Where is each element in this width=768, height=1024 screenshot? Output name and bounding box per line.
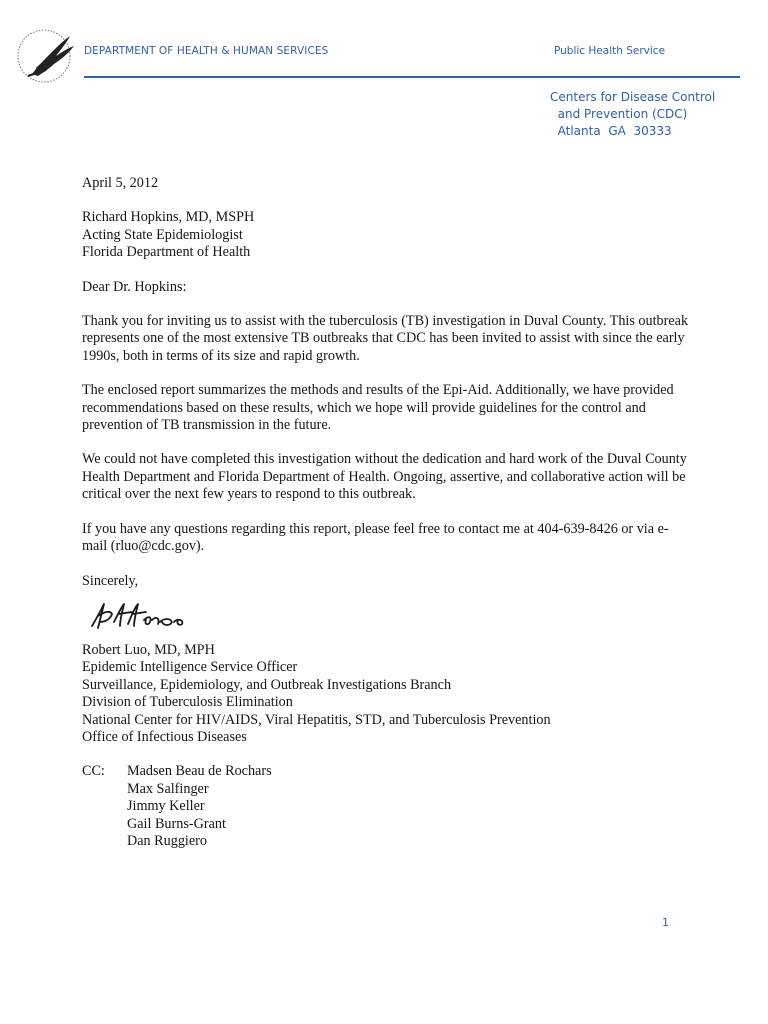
handwritten-signature bbox=[88, 596, 192, 636]
cc-block bbox=[82, 763, 692, 850]
cc-list bbox=[127, 763, 272, 850]
public-health-service: Public Health Service bbox=[554, 45, 666, 57]
recipient-line: Florida Department of Health bbox=[82, 244, 251, 261]
page-number: 1 bbox=[662, 916, 669, 929]
paragraph: We could not have completed this investigation without the dedication and hard work of the Duval County Health Department and Florida Department of Health. Ongoing, assertive, and collaborative action will be critical over the next few years to respond to this outbreak. bbox=[82, 451, 687, 503]
letter-body bbox=[82, 175, 692, 850]
letterhead-rule bbox=[84, 76, 740, 78]
sender-line: Division of Tuberculosis Elimination bbox=[82, 694, 293, 711]
cc-recipient: Jimmy Keller bbox=[127, 798, 205, 815]
hhs-eagle-seal-icon bbox=[14, 16, 80, 96]
cc-recipient: Dan Ruggiero bbox=[127, 832, 207, 849]
paragraph: If you have any questions regarding this report, please feel free to contact me at 404-639-8426 or via e-mail (rluo@cdc.gov). bbox=[82, 520, 669, 555]
agency-line: Atlanta GA 30333 bbox=[550, 124, 672, 138]
sender-line: Office of Infectious Diseases bbox=[82, 728, 247, 745]
letter-date: April 5, 2012 bbox=[82, 175, 159, 191]
paragraph: The enclosed report summarizes the methods and results of the Epi-Aid. Additionally, we have provided recommendations based on these results, which we hope will provide guidelines for the control and prevention of TB transmission in the future. bbox=[82, 382, 674, 434]
sender-line: Epidemic Intelligence Service Officer bbox=[82, 659, 298, 676]
cc-label: CC: bbox=[82, 763, 105, 780]
department-name: DEPARTMENT OF HEALTH & HUMAN SERVICES bbox=[84, 45, 329, 57]
paragraph: Thank you for inviting us to assist with the tuberculosis (TB) investigation in Duval County. This outbreak represents one of the most extensive TB outbreaks that CDC has been invited to assist with since the early 1990s, both in terms of its size and rapid growth. bbox=[82, 313, 689, 364]
cc-recipient: Gail Burns-Grant bbox=[127, 815, 226, 832]
agency-line: and Prevention (CDC) bbox=[550, 107, 688, 121]
closing: Sincerely, bbox=[82, 572, 139, 589]
sender-line: Robert Luo, MD, MPH bbox=[82, 641, 215, 658]
sender-line: Surveillance, Epidemiology, and Outbreak Investigations Branch bbox=[82, 676, 452, 693]
agency-address bbox=[550, 89, 750, 140]
cc-recipient: Max Salfinger bbox=[127, 780, 209, 797]
salutation: Dear Dr. Hopkins: bbox=[82, 278, 187, 295]
recipient-line: Richard Hopkins, MD, MSPH bbox=[82, 209, 255, 226]
recipient-block bbox=[82, 209, 692, 261]
agency-line: Centers for Disease Control bbox=[550, 90, 716, 104]
recipient-line: Acting State Epidemiologist bbox=[82, 226, 243, 243]
sender-line: National Center for HIV/AIDS, Viral Hepatitis, STD, and Tuberculosis Prevention bbox=[82, 711, 551, 728]
sender-block bbox=[82, 642, 692, 746]
cc-recipient: Madsen Beau de Rochars bbox=[127, 763, 272, 780]
